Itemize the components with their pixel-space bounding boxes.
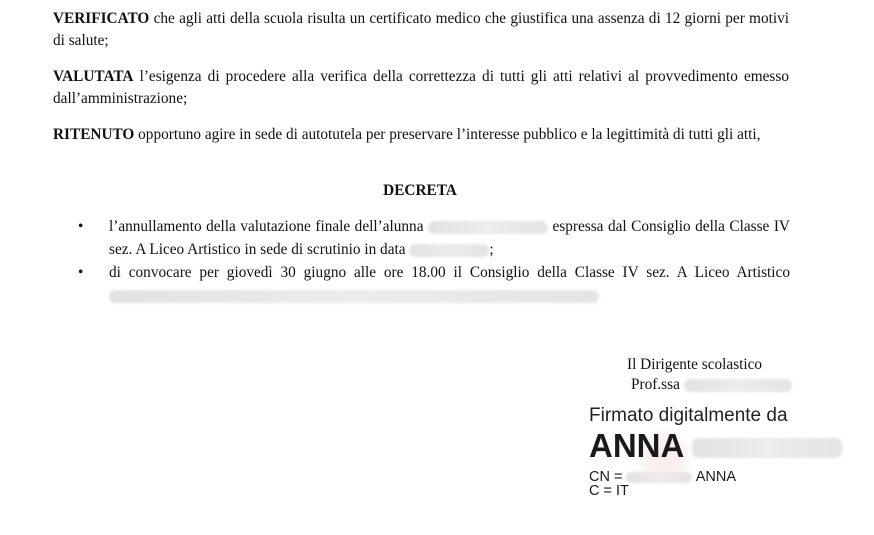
paragraph-text: l’esigenza di procedere alla verifica della correttezza di tutti gli atti relativi al provvedimento emesso dall’amministrazione; — [53, 68, 789, 107]
paragraph-verificato — [53, 8, 789, 52]
list-item — [78, 215, 790, 261]
redacted-signer-name — [684, 379, 792, 392]
bullet-icon: • — [78, 264, 84, 281]
cn-value: ANNA — [695, 469, 737, 485]
redacted-date — [409, 244, 489, 257]
list-item-text: espressa dal Consiglio della Classe IV sez. A Liceo Artistico in sede di scrutinio in data — [109, 218, 790, 258]
cn-label: CN = — [589, 469, 623, 485]
redacted-text — [109, 290, 599, 303]
signature-first-name: ANNA — [589, 427, 684, 464]
paragraph-text: opportuno agire in sede di autotutela per preservare l’interesse pubblico e la legittimità di tutti gli atti, — [134, 126, 761, 143]
list-item-text: di convocare per giovedì 30 giugno alle ore 18.00 il Consiglio della Classe IV sez. A Liceo Artistico — [109, 264, 790, 281]
signer-role: Il Dirigente scolastico — [627, 356, 763, 373]
redacted-surname — [692, 438, 842, 458]
signer-prefix: Prof.ssa — [631, 376, 680, 393]
list-item-text: l’annullamento della valutazione finale dell’alunna — [109, 218, 428, 235]
decree-heading: DECRETA — [383, 182, 457, 199]
digital-signature-title: Firmato digitalmente da — [589, 405, 788, 426]
paragraph-keyword: VALUTATA — [53, 68, 134, 85]
paragraph-ritenuto — [53, 124, 789, 146]
redacted-cn — [626, 472, 692, 483]
list-item-text: ; — [489, 241, 494, 258]
paragraph-text: che agli atti della scuola risulta un certificato medico che giustifica una assenza di 12 giorni per motivi di salute; — [53, 10, 789, 49]
signature-country-field: C = IT — [589, 483, 629, 499]
paragraph-keyword: RITENUTO — [53, 126, 135, 143]
paragraph-keyword: VERIFICATO — [53, 10, 150, 27]
list-item — [78, 261, 790, 307]
bullet-icon: • — [78, 218, 84, 235]
signer-block — [627, 355, 792, 395]
decree-list — [78, 215, 790, 307]
signer-name-line — [627, 375, 792, 395]
paragraph-valutata — [53, 66, 789, 110]
redacted-name — [428, 221, 548, 234]
digital-signature-name — [589, 427, 842, 465]
